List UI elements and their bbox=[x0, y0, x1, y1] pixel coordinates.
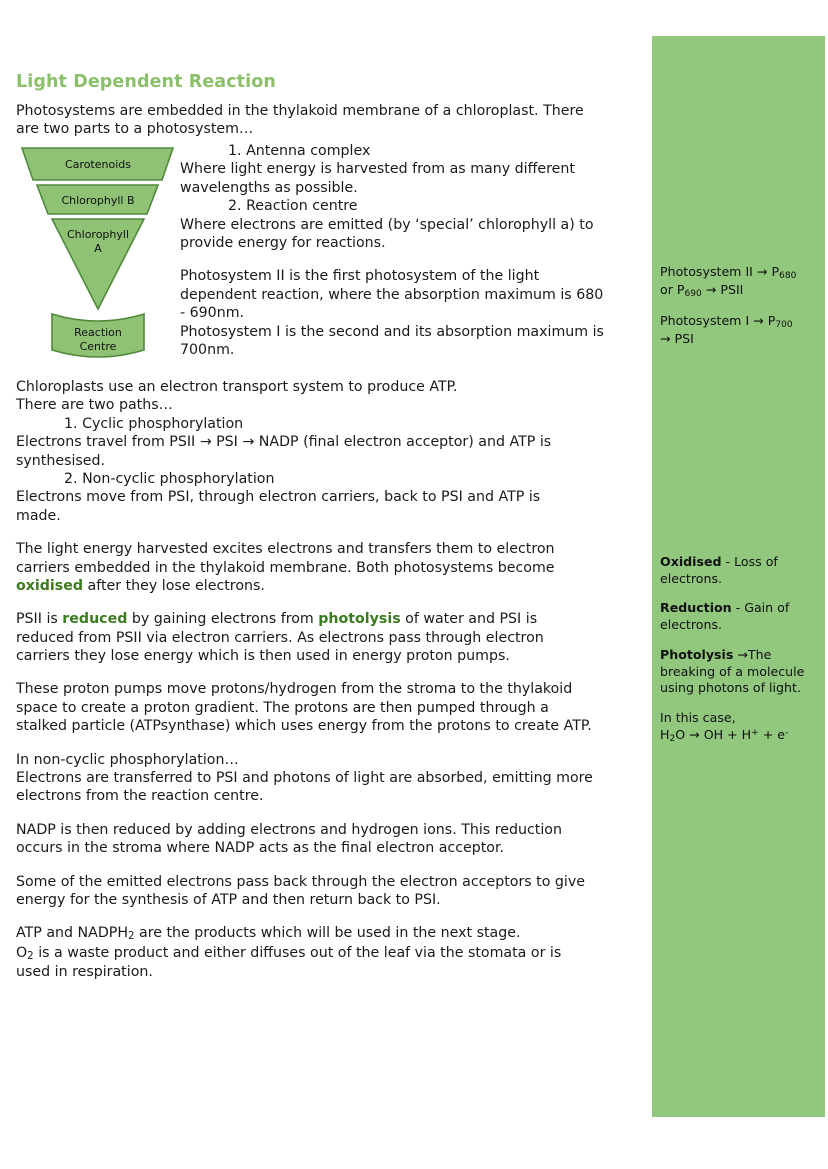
non-cyclic-paragraph: In non-cyclic phosphorylation… Electrons are transferred to PSI and photons of light are absorbed, emitting more electrons from the reaction centre. bbox=[16, 751, 593, 805]
part-2-description: Where electrons are emitted (by ‘special’ chlorophyll a) to provide energy for reactions. bbox=[180, 216, 594, 251]
spacer bbox=[16, 736, 646, 751]
definition-body: - Gain of electrons. bbox=[660, 600, 790, 633]
highlight-reduced: reduced bbox=[62, 611, 128, 628]
part-1-description: Where light energy is harvested from as many different wavelengths as possible. bbox=[180, 161, 575, 196]
sidebar-equation: In this case, $H_2O$ → OH + H+ + e- bbox=[660, 710, 789, 744]
subscript-690: 690 bbox=[684, 289, 702, 300]
path-label: Cyclic phosphorylation bbox=[82, 415, 244, 432]
spacer bbox=[16, 595, 646, 610]
sidebar-psi-note: Photosystem $I \to P_{700}$ → PSI bbox=[660, 313, 793, 347]
part-number: 1. bbox=[228, 143, 242, 159]
spacer bbox=[16, 525, 646, 540]
subscript-680: 680 bbox=[779, 270, 797, 281]
intro-line-2: are two parts to a photosystem… bbox=[16, 121, 254, 138]
sidebar-definitions bbox=[660, 554, 818, 745]
parts-description-block bbox=[180, 142, 646, 359]
transport-intro: Chloroplasts use an electron transport system to produce ATP. There are two paths… bbox=[16, 379, 458, 414]
path-number: 2. bbox=[64, 470, 78, 487]
highlight-oxidised: oxidised bbox=[16, 577, 84, 594]
emitted-electrons-paragraph: Some of the emitted electrons pass back through the electron acceptors to give energy for the synthesis of ATP and then return back to PSI. bbox=[16, 873, 586, 908]
part-label: Antenna complex bbox=[246, 143, 371, 159]
part-label: Reaction centre bbox=[246, 198, 358, 215]
part-item-1 bbox=[180, 142, 646, 160]
definition-photolysis bbox=[660, 647, 818, 697]
subscript-2: 2 bbox=[128, 931, 135, 943]
definition-oxidised bbox=[660, 554, 818, 587]
body-text-block bbox=[16, 378, 646, 982]
definition-body: →The breaking of a molecule using photons of light. bbox=[660, 646, 805, 696]
subscript-2: 2 bbox=[669, 733, 676, 744]
definition-term: Photolysis bbox=[660, 646, 734, 662]
sidebar-psii-note: Photosystem II → $P_{680}$ or $P_{690}$ → PSII bbox=[660, 264, 797, 300]
products-paragraph: ATP and $NADPH_2$ are the products which will be used in the next stage. $O_2$ is a waste product and either diffuses out of the leaf via the stomata or is used in respiration. bbox=[16, 925, 562, 981]
photosystem-funnel-diagram bbox=[16, 142, 176, 364]
sidebar-photosystem-notes bbox=[660, 264, 818, 348]
diagram-label-chlorophyll-a-line2: A bbox=[94, 242, 102, 255]
definition-term: Oxidised bbox=[660, 554, 722, 569]
part-number: 2. bbox=[228, 198, 242, 215]
spacer bbox=[180, 252, 646, 267]
part-item-2 bbox=[180, 197, 646, 215]
subscript-2: 2 bbox=[27, 951, 34, 963]
superscript-plus: + bbox=[751, 728, 759, 739]
spacer bbox=[16, 665, 646, 680]
path-item-1 bbox=[16, 415, 646, 433]
intro-line-1: Photosystems are embedded in the thylakoid membrane of a chloroplast. There bbox=[16, 103, 584, 119]
reduction-paragraph: PSII is reduced by gaining electrons from photolysis of water and PSI is reduced from PSII via electron carriers. As electrons pass through electron carriers they lose energy which is then used in energy proton pumps. bbox=[16, 611, 544, 665]
definition-reduction bbox=[660, 600, 818, 633]
spacer bbox=[16, 806, 646, 821]
spacer bbox=[16, 858, 646, 873]
page-title: Light Dependent Reaction bbox=[16, 72, 276, 92]
path-item-2 bbox=[16, 470, 646, 488]
path-2-description: Electrons move from PSI, through electron carriers, back to PSI and ATP is made. bbox=[16, 489, 541, 524]
path-1-description: Electrons travel from PSII → PSI → NADP (final electron acceptor) and ATP is synthesised. bbox=[16, 434, 552, 469]
definition-body: - Loss of electrons. bbox=[660, 554, 778, 586]
diagram-label-chlorophyll-a-line1: Chlorophyll bbox=[66, 228, 130, 241]
highlight-photolysis: photolysis bbox=[318, 611, 401, 628]
diagram-label-reaction-centre-line2: Centre bbox=[79, 340, 117, 353]
intro-paragraph bbox=[16, 102, 646, 139]
path-label: Non-cyclic phosphorylation bbox=[82, 470, 275, 487]
diagram-label-chlorophyll-b: Chlorophyll B bbox=[61, 194, 135, 207]
spacer bbox=[16, 909, 646, 924]
diagram-label-reaction-centre-line1: Reaction bbox=[74, 326, 122, 339]
photosystem-ii-note: Photosystem II is the first photosystem of the light dependent reaction, where the absorption maximum is 680 - 690nm. bbox=[180, 268, 604, 322]
superscript-minus: - bbox=[785, 728, 789, 739]
excitation-paragraph: The light energy harvested excites electrons and transfers them to electron carriers embedded in the thylakoid membrane. Both photosystems become oxidised after they lose electrons. bbox=[16, 541, 555, 594]
main-content bbox=[16, 36, 646, 139]
photosystem-i-note: Photosystem I is the second and its absorption maximum is 700nm. bbox=[180, 323, 604, 358]
diagram-label-carotenoids: Carotenoids bbox=[65, 158, 131, 171]
nadp-paragraph: NADP is then reduced by adding electrons and hydrogen ions. This reduction occurs in the stroma where NADP acts as the final electron acceptor. bbox=[16, 821, 562, 857]
path-number: 1. bbox=[64, 415, 78, 432]
proton-pumps-paragraph: These proton pumps move protons/hydrogen from the stroma to the thylakoid space to create a proton gradient. The protons are then pumped through a stalked particle (ATPsynthase) which uses energy from the protons to create ATP. bbox=[16, 681, 592, 735]
notes-sidebar bbox=[652, 36, 825, 1117]
definition-term: Reduction bbox=[660, 600, 732, 616]
subscript-700: 700 bbox=[775, 320, 793, 331]
